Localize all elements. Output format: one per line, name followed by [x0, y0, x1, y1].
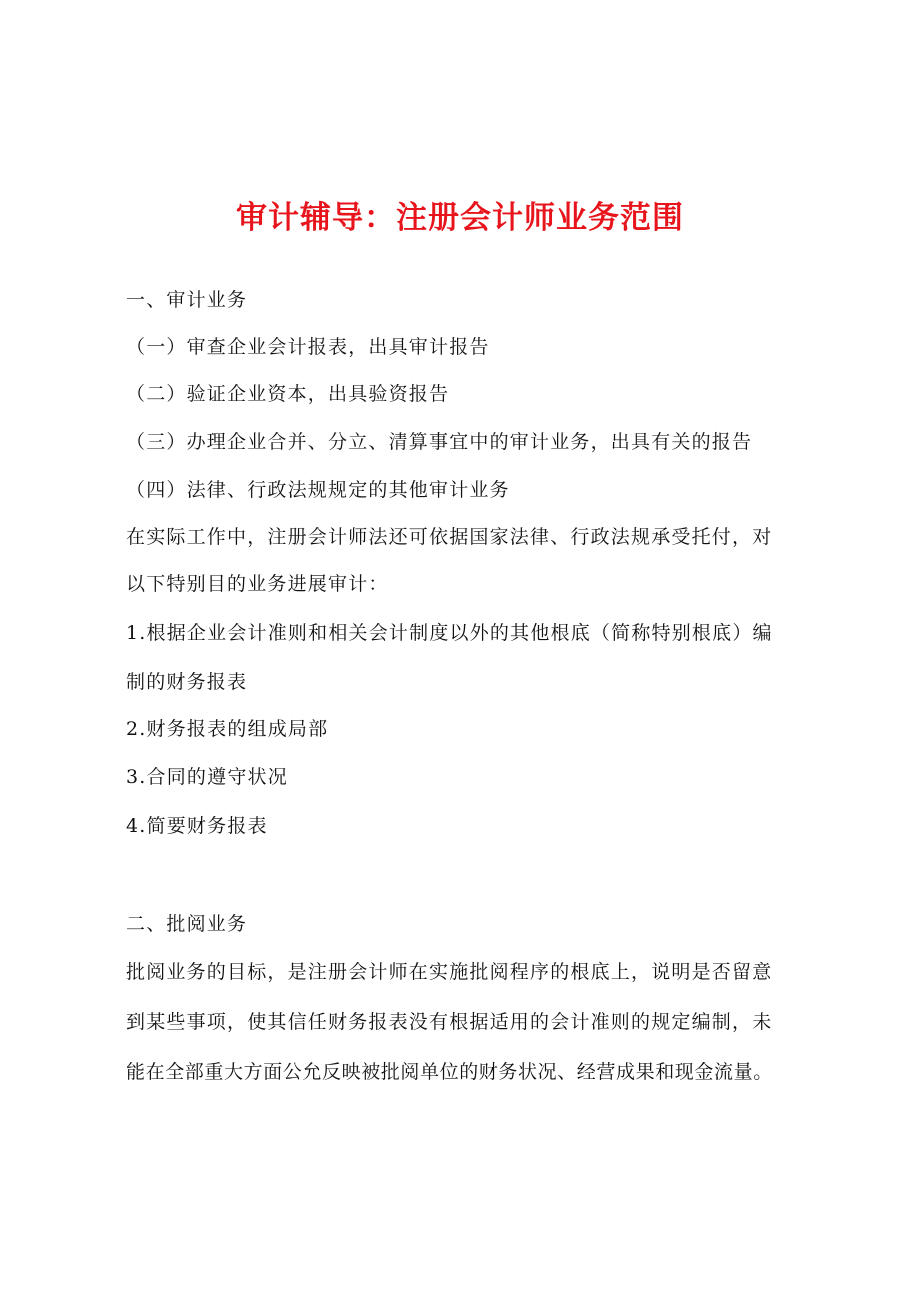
special-item-line-2: 制的财务报表: [126, 671, 248, 693]
audit-item-4: （四）法律、行政法规规定的其他审计业务: [126, 479, 510, 501]
review-body-line-2: 到某些事项，使其信任财务报表没有根据适用的会计准则的规定编制，未: [126, 1011, 773, 1033]
review-body-line-3: 能在全部重大方面公允反映被批阅单位的财务状况、经营成果和现金流量。: [126, 1061, 773, 1083]
special-item-line-1: 1.根据企业会计准则和相关会计制度以外的其他根底（简称特别根底）编: [126, 622, 773, 644]
audit-item-1: （一）审查企业会计报表，出具审计报告: [126, 336, 490, 358]
document-title: 审计辅导：注册会计师业务范围: [236, 200, 684, 236]
intro-line-2: 以下特别目的业务进展审计：: [126, 573, 389, 595]
audit-item-2: （二）验证企业资本，出具验资报告: [126, 383, 450, 405]
section-heading-audit: 一、审计业务: [126, 289, 248, 311]
intro-line-1: 在实际工作中，注册会计师法还可依据国家法律、行政法规承受托付，对: [126, 526, 773, 548]
special-item-2: 2.财务报表的组成局部: [126, 718, 329, 740]
special-item-3: 3.合同的遵守状况: [126, 766, 288, 788]
review-body-line-1: 批阅业务的目标，是注册会计师在实施批阅程序的根底上，说明是否留意: [126, 961, 773, 983]
audit-item-3: （三）办理企业合并、分立、清算事宜中的审计业务，出具有关的报告: [126, 431, 753, 453]
special-item-4: 4.简要财务报表: [126, 815, 268, 837]
section-heading-review: 二、批阅业务: [126, 913, 248, 935]
